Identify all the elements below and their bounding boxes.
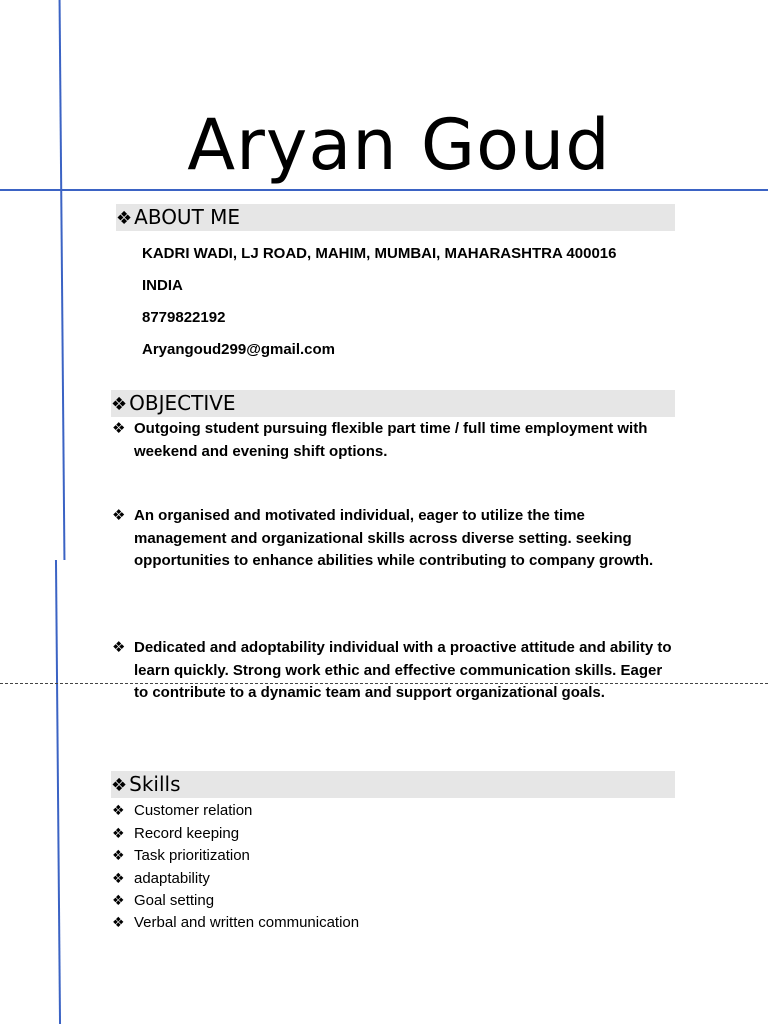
skill-item-text: Goal setting	[134, 892, 215, 909]
objective-item	[112, 418, 677, 463]
skill-item	[112, 889, 214, 912]
diamond-bullet-icon: ❖	[112, 914, 125, 930]
address-text: KADRI WADI, LJ ROAD, MAHIM, MUMBAI, MAHARASHTRA 400016	[142, 245, 617, 262]
skill-item-text: Record keeping	[134, 825, 240, 842]
diamond-bullet-icon: ❖	[112, 420, 126, 437]
diamond-bullet-icon: ❖	[112, 802, 125, 818]
diamond-bullet-icon: ❖	[111, 394, 128, 415]
resume-name: Aryan Goud	[187, 104, 611, 186]
objective-item	[112, 505, 677, 573]
skill-item-text: Task prioritization	[134, 847, 250, 864]
skill-item-text: adaptability	[134, 870, 210, 887]
skill-item	[112, 867, 210, 890]
diamond-bullet-icon: ❖	[112, 847, 125, 863]
about-heading: ABOUT ME	[134, 205, 241, 229]
diamond-bullet-icon: ❖	[112, 825, 125, 841]
diamond-bullet-icon: ❖	[116, 208, 133, 229]
skill-item	[112, 799, 252, 822]
phone-text: 8779822192	[142, 309, 226, 326]
email-text[interactable]: Aryangoud299@gmail.com	[142, 341, 336, 358]
skill-item-text: Customer relation	[134, 802, 253, 819]
diamond-bullet-icon: ❖	[112, 639, 126, 656]
skill-item-text: Verbal and written communication	[134, 914, 360, 931]
skills-heading: Skills	[129, 772, 181, 796]
diamond-bullet-icon: ❖	[112, 507, 126, 524]
diamond-bullet-icon: ❖	[112, 892, 125, 908]
objective-heading: OBJECTIVE	[129, 391, 236, 415]
objective-item	[112, 637, 677, 705]
country-text: INDIA	[142, 277, 183, 294]
objective-item-text: Outgoing student pursuing flexible part time / full time employment with weekend and evening shift options.	[134, 420, 648, 460]
skill-item	[112, 822, 239, 845]
about-section-header	[116, 204, 675, 231]
skill-item	[112, 844, 250, 867]
skill-item	[112, 911, 359, 934]
objective-item-text: Dedicated and adoptability individual with a proactive attitude and ability to learn quickly. Strong work ethic and effective communication skills. Eager to contribute to a dynamic team and support organizational goals.	[134, 639, 672, 701]
margin-line-vertical	[59, 0, 66, 560]
objective-item-text: An organised and motivated individual, eager to utilize the time management and organizational skills across diverse setting. seeking opportunities to enhance abilities while contributing to company growth.	[134, 507, 654, 569]
diamond-bullet-icon: ❖	[111, 775, 128, 796]
margin-line-vertical-lower	[55, 560, 61, 1024]
skills-section-header	[111, 771, 675, 798]
diamond-bullet-icon: ❖	[112, 870, 125, 886]
objective-section-header	[111, 390, 675, 417]
